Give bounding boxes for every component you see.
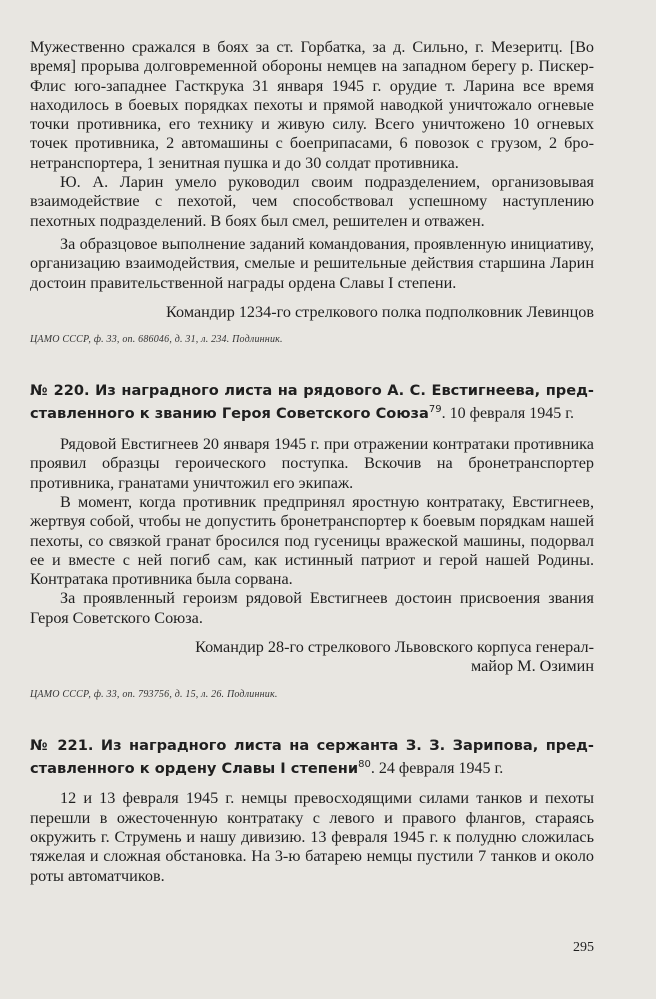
document-title: Из наградного листа на рядового А. С. Евстигнеева, представленного к званию Героя Советского Союза — [30, 382, 594, 423]
document-220 — [30, 381, 594, 699]
footnote-ref: 80 — [358, 758, 371, 770]
page-number: 295 — [573, 940, 594, 955]
signature-line-2: майор М. Озимин — [470, 657, 594, 676]
previous-document-continuation — [30, 38, 594, 345]
footnote-ref: 79 — [428, 404, 442, 416]
document-221 — [30, 736, 594, 886]
paragraph: 12 и 13 февраля 1945 г. немцы превосходящими силами танков и пехоты перешли в ожесточенную контратаку с левого и правого флангов, стараясь окружить г. Струмень и нашу дивизию. 13 февраля 1945 г. к полудню сложилась тяжелая и сложная обстановка. На 3-ю батарею немцы пустили 7 танков и около роты автоматчиков. — [30, 789, 594, 885]
paragraph: Ю. А. Ларин умело руководил своим подразделением, организовывая взаимодействие с пехотой, чем способствовал успешному наступлению пехотных подразделений. В боях был смел, решителен и отважен. — [30, 173, 594, 230]
document-number: № 220. — [30, 382, 90, 400]
document-date: 24 февраля 1945 г. — [378, 759, 504, 777]
paragraph: За проявленный героизм рядовой Евстигнеев достоин присвоения звания Героя Советского Союза. — [30, 589, 594, 627]
signature-line-1: Командир 28-го стрелкового Львовского корпуса генерал- — [195, 637, 594, 656]
document-title: Из наградного листа на сержанта З. З. Зарипова, представленного к ордену Славы I степени — [30, 736, 594, 777]
paragraph: В момент, когда противник предпринял яростную контратаку, Евстигнеев, жертвуя собой, чтобы не допустить бронетранспортер к боевым порядкам нашей пехоты, со связкой гранат бросился под гусеницы вражеской машины, подорвал ее и вместе с ней погиб сам, как истинный патриот и герой нашей Родины. Контратака противника была сорвана. — [30, 492, 594, 589]
paragraph: За образцовое выполнение заданий командования, проявленную инициативу, организацию взаимодействия, смелые и решительные действия старшина Ларин достоин правительственной награды ордена Славы I степени. — [30, 234, 594, 292]
paragraph: Мужественно сражался в боях за ст. Горбатка, за д. Сильно, г. Мезеритц. [Во время] прорыва долговременной обороны немцев на западном берегу р. Пискер-Флис юго-западнее Гасткрука 31 января 1945 г. орудие т. Ларина все время находилось в боевых порядках пехоты и прямой наводкой уничтожало огневые точки противника, его технику и живую силу. Всего уничтожено 10 огневых точек противника, 2 автомашины с боеприпасами, 6 повозок с грузом, 2 бронетранспортера, 1 зенитная пушка и до 30 солдат противника. — [30, 38, 594, 172]
archive-source: ЦАМО СССР, ф. 33, оп. 686046, д. 31, л. 234. Подлинник. — [30, 334, 283, 346]
document-heading: № 221. Из наградного листа на сержанта З. З. Зарипова, представленного к ордену Славы I степени$^{80}$. 24 февраля 1945 г. — [30, 736, 594, 777]
paragraph: Рядовой Евстигнеев 20 января 1945 г. при отражении контратаки противника проявил образцы героического поступка. Вскочив на бронетранспортер противника, гранатами уничтожил его экипаж. — [30, 435, 594, 492]
document-number: № 221. — [30, 736, 94, 754]
archive-source: ЦАМО СССР, ф. 33, оп. 793756, д. 15, л. 26. Подлинник. — [30, 688, 278, 700]
document-heading: № 220. Из наградного листа на рядового А. С. Евстигнеева, представленного к званию Героя Советского Союза$^{79}$. 10 февраля 1945 г. — [30, 382, 594, 423]
signature: Командир 1234-го стрелкового полка подполковник Левинцов — [166, 302, 594, 321]
document-date: 10 февраля 1945 г. — [449, 405, 574, 423]
